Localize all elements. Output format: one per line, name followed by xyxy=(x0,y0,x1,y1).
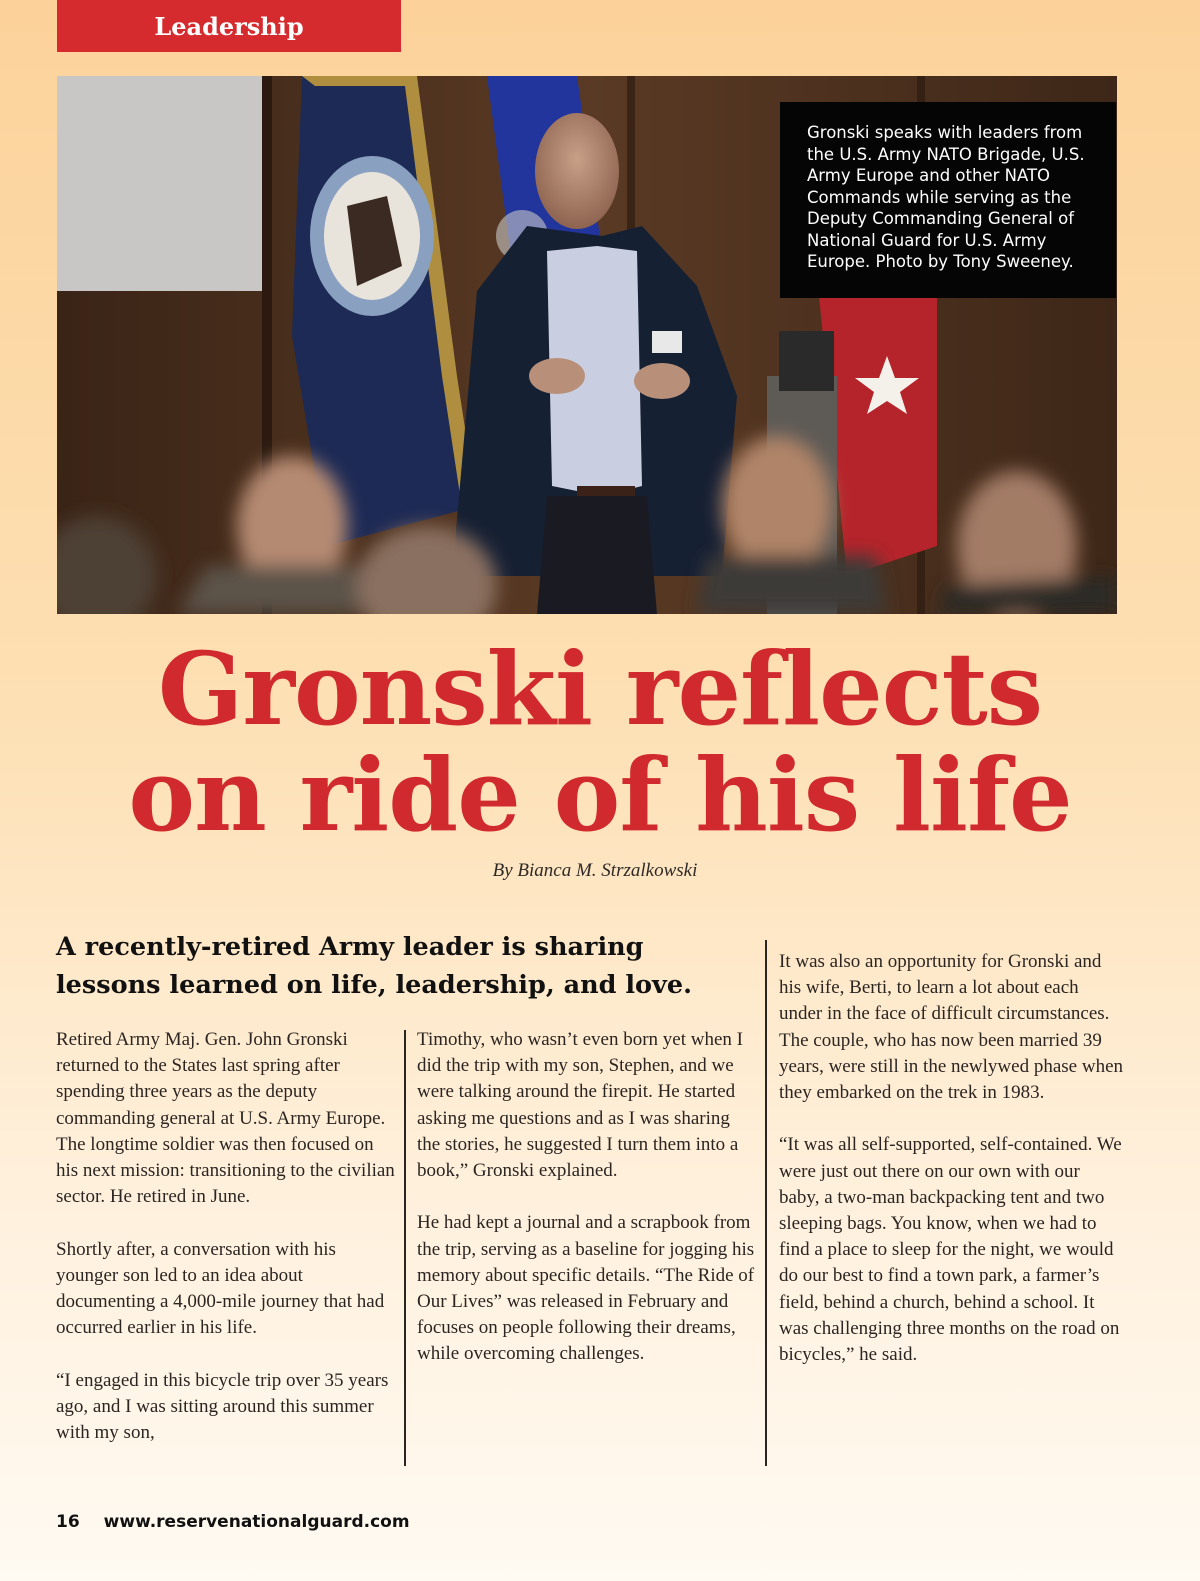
deck-subheading: A recently-retired Army leader is sharing lessons learned on life, leadership, and love. xyxy=(56,932,692,1000)
column-divider xyxy=(765,940,767,1466)
website-link[interactable]: www.reservenationalguard.com xyxy=(103,1512,410,1532)
page-number: 16 xyxy=(56,1512,80,1532)
paragraph: It was also an opportunity for Gronski and his wife, Berti, to learn a lot about each under in the face of difficult circumstances. The couple, who has now been married 39 years, were still in the newlywed phase when they embarked on the trek in 1983. xyxy=(779,951,1124,1104)
article-column-1 xyxy=(56,1027,396,1472)
paragraph: Shortly after, a conversation with his younger son led to an idea about documenting a 4,000-mile journey that had occurred earlier in his life. xyxy=(56,1238,385,1339)
headline xyxy=(0,630,1200,854)
paragraph: “It was all self-supported, self-contained. We were just out there on our own with our baby, a two-man backpacking tent and two sleeping bags. You know, when we had to find a place to sleep for the night, we would do our best to find a town park, a farmer’s field, behind a church, behind a school. It was challenging three months on the road on bicycles,” he said. xyxy=(779,1134,1122,1366)
byline: By Bianca M. Strzalkowski xyxy=(492,860,698,881)
paragraph: Timothy, who wasn’t even born yet when I did the trip with my son, Stephen, and we were talking around the firepit. He started asking me questions and as I was sharing the stories, he suggested I turn them into a book,” Gronski explained. xyxy=(417,1029,743,1182)
paragraph: Retired Army Maj. Gen. John Gronski returned to the States last spring after spending three years as the deputy commanding general at U.S. Army Europe. The longtime soldier was then focused on his next mission: transitioning to the civilian sector. He retired in June. xyxy=(56,1029,395,1208)
article-column-2 xyxy=(417,1027,757,1394)
paragraph: He had kept a journal and a scrapbook from the trip, serving as a baseline for jogging his memory about specific details. “The Ride of Our Lives” was released in February and focuses on people following their dreams, while overcoming challenges. xyxy=(417,1212,755,1365)
column-divider xyxy=(404,1030,406,1466)
headline-line-1: Gronski reflects xyxy=(157,630,1043,748)
article-column-3 xyxy=(779,949,1124,1394)
photo-caption: Gronski speaks with leaders from the U.S. Army NATO Brigade, U.S. Army Europe and other NATO Commands while serving as the Deputy Commanding General of National Guard for U.S. Army Europe. Photo by Tony Sweeney. xyxy=(780,102,1116,298)
headline-line-2: on ride of his life xyxy=(128,736,1072,854)
section-tag: Leadership xyxy=(57,0,401,52)
paragraph: “I engaged in this bicycle trip over 35 years ago, and I was sitting around this summer with my son, xyxy=(56,1369,389,1444)
page-footer xyxy=(56,1512,410,1532)
